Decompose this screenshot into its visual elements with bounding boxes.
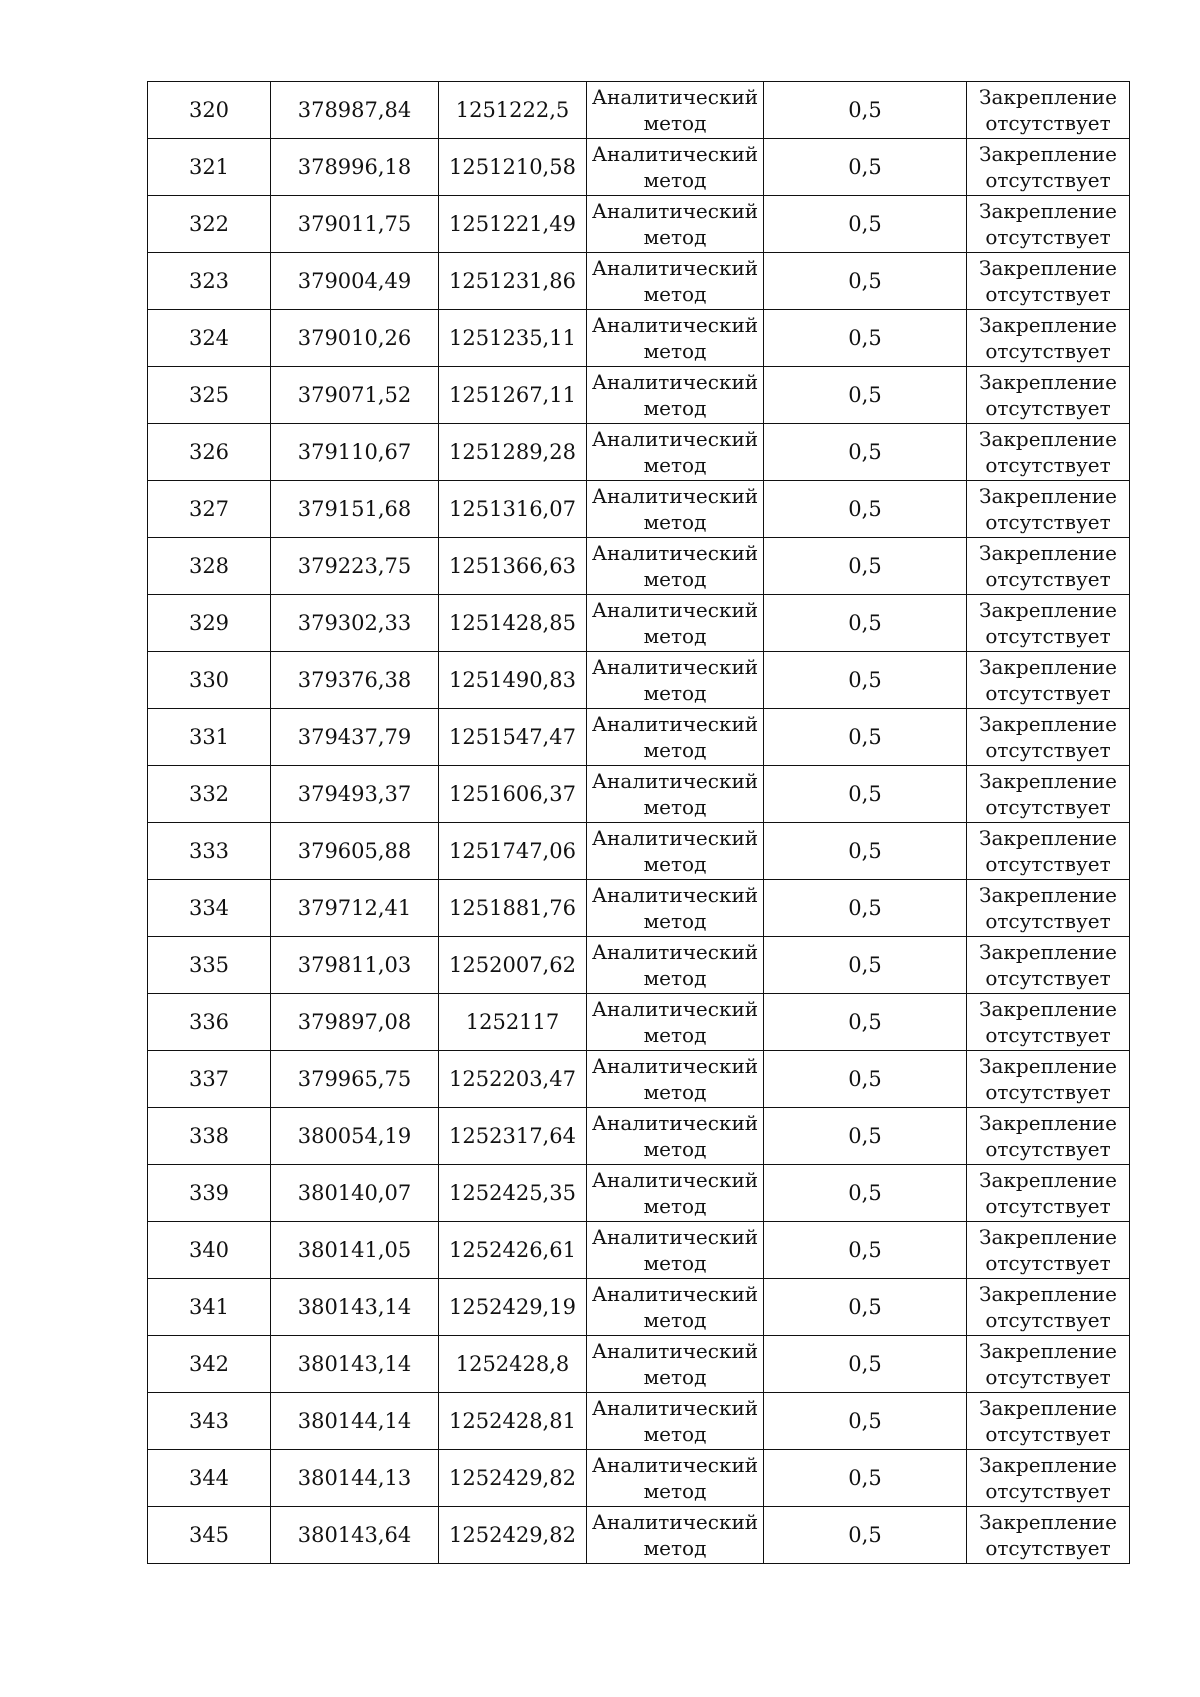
method-cell-line-2: метод <box>643 1080 707 1104</box>
fixation-cell-line-1: Закрепление <box>979 883 1117 907</box>
point-number-cell: 327 <box>148 481 271 538</box>
fixation-cell <box>967 139 1130 196</box>
x-coordinate-cell: 379004,49 <box>271 253 439 310</box>
table-row <box>148 1222 1130 1279</box>
fixation-cell-line-2: отсутствует <box>985 1422 1111 1446</box>
fixation-cell-line-2: отсутствует <box>985 396 1111 420</box>
method-cell-line-1: Аналитический <box>591 940 759 964</box>
table-row <box>148 1165 1130 1222</box>
y-coordinate-cell: 1251747,06 <box>439 823 587 880</box>
method-cell-line-2: метод <box>643 966 707 990</box>
fixation-cell-line-1: Закрепление <box>979 484 1117 508</box>
point-number-cell: 336 <box>148 994 271 1051</box>
y-coordinate-cell: 1252429,82 <box>439 1507 587 1564</box>
method-cell-line-1: Аналитический <box>591 541 759 565</box>
fixation-cell <box>967 1450 1130 1507</box>
fixation-cell-line-1: Закрепление <box>979 1225 1117 1249</box>
table-row <box>148 424 1130 481</box>
method-cell-line-1: Аналитический <box>591 1510 759 1534</box>
x-coordinate-cell: 379223,75 <box>271 538 439 595</box>
method-cell-line-2: метод <box>643 681 707 705</box>
x-coordinate-cell: 380144,14 <box>271 1393 439 1450</box>
fixation-cell-line-1: Закрепление <box>979 1282 1117 1306</box>
x-coordinate-cell: 379897,08 <box>271 994 439 1051</box>
table-row <box>148 1051 1130 1108</box>
x-coordinate-cell: 380143,64 <box>271 1507 439 1564</box>
method-cell-line-2: метод <box>643 1308 707 1332</box>
fixation-cell <box>967 196 1130 253</box>
method-cell-line-2: метод <box>643 1137 707 1161</box>
method-cell-line-1: Аналитический <box>591 598 759 622</box>
method-cell-line-1: Аналитический <box>591 712 759 736</box>
method-cell-line-2: метод <box>643 1194 707 1218</box>
point-number-cell: 323 <box>148 253 271 310</box>
x-coordinate-cell: 379811,03 <box>271 937 439 994</box>
x-coordinate-cell: 380140,07 <box>271 1165 439 1222</box>
fixation-cell-line-2: отсутствует <box>985 453 1111 477</box>
fixation-cell <box>967 595 1130 652</box>
table-row <box>148 880 1130 937</box>
method-cell-line-2: метод <box>643 510 707 534</box>
accuracy-cell: 0,5 <box>764 1108 967 1165</box>
fixation-cell-line-1: Закрепление <box>979 1168 1117 1192</box>
table-row <box>148 1507 1130 1564</box>
point-number-cell: 340 <box>148 1222 271 1279</box>
y-coordinate-cell: 1251881,76 <box>439 880 587 937</box>
point-number-cell: 344 <box>148 1450 271 1507</box>
method-cell <box>587 1222 764 1279</box>
accuracy-cell: 0,5 <box>764 1051 967 1108</box>
method-cell-line-1: Аналитический <box>591 484 759 508</box>
x-coordinate-cell: 380141,05 <box>271 1222 439 1279</box>
fixation-cell-line-2: отсутствует <box>985 282 1111 306</box>
method-cell-line-1: Аналитический <box>591 883 759 907</box>
fixation-cell-line-2: отсутствует <box>985 909 1111 933</box>
fixation-cell-line-2: отсутствует <box>985 510 1111 534</box>
table-row <box>148 481 1130 538</box>
fixation-cell-line-1: Закрепление <box>979 85 1117 109</box>
fixation-cell-line-1: Закрепление <box>979 940 1117 964</box>
fixation-cell <box>967 1279 1130 1336</box>
fixation-cell-line-1: Закрепление <box>979 712 1117 736</box>
point-number-cell: 343 <box>148 1393 271 1450</box>
x-coordinate-cell: 379605,88 <box>271 823 439 880</box>
fixation-cell <box>967 652 1130 709</box>
point-number-cell: 332 <box>148 766 271 823</box>
table-row <box>148 196 1130 253</box>
accuracy-cell: 0,5 <box>764 994 967 1051</box>
fixation-cell-line-1: Закрепление <box>979 142 1117 166</box>
fixation-cell <box>967 823 1130 880</box>
x-coordinate-cell: 379712,41 <box>271 880 439 937</box>
accuracy-cell: 0,5 <box>764 481 967 538</box>
accuracy-cell: 0,5 <box>764 1222 967 1279</box>
y-coordinate-cell: 1251606,37 <box>439 766 587 823</box>
y-coordinate-cell: 1251547,47 <box>439 709 587 766</box>
fixation-cell-line-2: отсутствует <box>985 567 1111 591</box>
point-number-cell: 322 <box>148 196 271 253</box>
x-coordinate-cell: 379011,75 <box>271 196 439 253</box>
y-coordinate-cell: 1251366,63 <box>439 538 587 595</box>
method-cell <box>587 880 764 937</box>
fixation-cell <box>967 994 1130 1051</box>
y-coordinate-cell: 1251289,28 <box>439 424 587 481</box>
method-cell <box>587 1450 764 1507</box>
accuracy-cell: 0,5 <box>764 937 967 994</box>
fixation-cell <box>967 1108 1130 1165</box>
method-cell-line-2: метод <box>643 111 707 135</box>
method-cell-line-1: Аналитический <box>591 997 759 1021</box>
method-cell-line-2: метод <box>643 1479 707 1503</box>
method-cell-line-1: Аналитический <box>591 256 759 280</box>
accuracy-cell: 0,5 <box>764 880 967 937</box>
point-number-cell: 331 <box>148 709 271 766</box>
fixation-cell <box>967 880 1130 937</box>
accuracy-cell: 0,5 <box>764 709 967 766</box>
fixation-cell-line-2: отсутствует <box>985 681 1111 705</box>
x-coordinate-cell: 379437,79 <box>271 709 439 766</box>
coordinates-table-body <box>148 82 1130 1564</box>
fixation-cell-line-2: отсутствует <box>985 624 1111 648</box>
fixation-cell-line-2: отсутствует <box>985 225 1111 249</box>
y-coordinate-cell: 1251428,85 <box>439 595 587 652</box>
method-cell-line-2: метод <box>643 396 707 420</box>
x-coordinate-cell: 379151,68 <box>271 481 439 538</box>
fixation-cell <box>967 481 1130 538</box>
point-number-cell: 334 <box>148 880 271 937</box>
method-cell <box>587 481 764 538</box>
method-cell-line-2: метод <box>643 1422 707 1446</box>
method-cell-line-2: метод <box>643 567 707 591</box>
y-coordinate-cell: 1252429,82 <box>439 1450 587 1507</box>
method-cell <box>587 1336 764 1393</box>
x-coordinate-cell: 380144,13 <box>271 1450 439 1507</box>
y-coordinate-cell: 1252425,35 <box>439 1165 587 1222</box>
fixation-cell-line-2: отсутствует <box>985 966 1111 990</box>
fixation-cell <box>967 766 1130 823</box>
fixation-cell-line-2: отсутствует <box>985 1479 1111 1503</box>
fixation-cell <box>967 1051 1130 1108</box>
method-cell <box>587 1279 764 1336</box>
method-cell-line-2: метод <box>643 738 707 762</box>
method-cell <box>587 823 764 880</box>
fixation-cell-line-1: Закрепление <box>979 427 1117 451</box>
method-cell-line-1: Аналитический <box>591 85 759 109</box>
method-cell-line-1: Аналитический <box>591 655 759 679</box>
fixation-cell-line-1: Закрепление <box>979 370 1117 394</box>
y-coordinate-cell: 1251222,5 <box>439 82 587 139</box>
method-cell-line-1: Аналитический <box>591 1225 759 1249</box>
method-cell <box>587 652 764 709</box>
table-row <box>148 595 1130 652</box>
fixation-cell-line-1: Закрепление <box>979 1054 1117 1078</box>
accuracy-cell: 0,5 <box>764 424 967 481</box>
method-cell-line-2: метод <box>643 225 707 249</box>
method-cell-line-1: Аналитический <box>591 1339 759 1363</box>
accuracy-cell: 0,5 <box>764 538 967 595</box>
method-cell-line-2: метод <box>643 795 707 819</box>
accuracy-cell: 0,5 <box>764 766 967 823</box>
method-cell-line-2: метод <box>643 1251 707 1275</box>
fixation-cell-line-2: отсутствует <box>985 1194 1111 1218</box>
accuracy-cell: 0,5 <box>764 367 967 424</box>
table-row <box>148 994 1130 1051</box>
fixation-cell <box>967 1222 1130 1279</box>
fixation-cell-line-2: отсутствует <box>985 1080 1111 1104</box>
y-coordinate-cell: 1252203,47 <box>439 1051 587 1108</box>
table-row <box>148 766 1130 823</box>
accuracy-cell: 0,5 <box>764 1279 967 1336</box>
table-row <box>148 937 1130 994</box>
accuracy-cell: 0,5 <box>764 1393 967 1450</box>
method-cell-line-1: Аналитический <box>591 1396 759 1420</box>
fixation-cell-line-1: Закрепление <box>979 826 1117 850</box>
fixation-cell <box>967 709 1130 766</box>
y-coordinate-cell: 1251267,11 <box>439 367 587 424</box>
fixation-cell-line-2: отсутствует <box>985 1023 1111 1047</box>
method-cell-line-1: Аналитический <box>591 826 759 850</box>
method-cell-line-1: Аналитический <box>591 1168 759 1192</box>
fixation-cell <box>967 937 1130 994</box>
fixation-cell-line-2: отсутствует <box>985 795 1111 819</box>
fixation-cell-line-1: Закрепление <box>979 256 1117 280</box>
accuracy-cell: 0,5 <box>764 1336 967 1393</box>
method-cell-line-2: метод <box>643 909 707 933</box>
y-coordinate-cell: 1252428,81 <box>439 1393 587 1450</box>
fixation-cell-line-2: отсутствует <box>985 1137 1111 1161</box>
method-cell <box>587 709 764 766</box>
method-cell-line-1: Аналитический <box>591 427 759 451</box>
method-cell <box>587 1165 764 1222</box>
method-cell-line-2: метод <box>643 339 707 363</box>
point-number-cell: 339 <box>148 1165 271 1222</box>
fixation-cell-line-2: отсутствует <box>985 339 1111 363</box>
fixation-cell <box>967 310 1130 367</box>
method-cell <box>587 994 764 1051</box>
method-cell-line-1: Аналитический <box>591 1282 759 1306</box>
fixation-cell-line-1: Закрепление <box>979 598 1117 622</box>
x-coordinate-cell: 379010,26 <box>271 310 439 367</box>
y-coordinate-cell: 1252428,8 <box>439 1336 587 1393</box>
accuracy-cell: 0,5 <box>764 1450 967 1507</box>
table-row <box>148 538 1130 595</box>
method-cell-line-1: Аналитический <box>591 1054 759 1078</box>
fixation-cell-line-2: отсутствует <box>985 738 1111 762</box>
accuracy-cell: 0,5 <box>764 595 967 652</box>
x-coordinate-cell: 379110,67 <box>271 424 439 481</box>
x-coordinate-cell: 379302,33 <box>271 595 439 652</box>
x-coordinate-cell: 379965,75 <box>271 1051 439 1108</box>
x-coordinate-cell: 379376,38 <box>271 652 439 709</box>
table-row <box>148 823 1130 880</box>
table-row <box>148 1393 1130 1450</box>
y-coordinate-cell: 1252429,19 <box>439 1279 587 1336</box>
table-row <box>148 652 1130 709</box>
point-number-cell: 325 <box>148 367 271 424</box>
fixation-cell-line-1: Закрепление <box>979 997 1117 1021</box>
fixation-cell <box>967 1507 1130 1564</box>
x-coordinate-cell: 379071,52 <box>271 367 439 424</box>
table-row <box>148 139 1130 196</box>
point-number-cell: 345 <box>148 1507 271 1564</box>
y-coordinate-cell: 1251490,83 <box>439 652 587 709</box>
method-cell-line-1: Аналитический <box>591 313 759 337</box>
method-cell <box>587 82 764 139</box>
x-coordinate-cell: 380143,14 <box>271 1336 439 1393</box>
accuracy-cell: 0,5 <box>764 310 967 367</box>
x-coordinate-cell: 378996,18 <box>271 139 439 196</box>
accuracy-cell: 0,5 <box>764 196 967 253</box>
x-coordinate-cell: 379493,37 <box>271 766 439 823</box>
method-cell <box>587 538 764 595</box>
method-cell-line-1: Аналитический <box>591 199 759 223</box>
y-coordinate-cell: 1251235,11 <box>439 310 587 367</box>
point-number-cell: 326 <box>148 424 271 481</box>
fixation-cell-line-2: отсутствует <box>985 1536 1111 1560</box>
table-row <box>148 1450 1130 1507</box>
accuracy-cell: 0,5 <box>764 652 967 709</box>
point-number-cell: 321 <box>148 139 271 196</box>
fixation-cell <box>967 538 1130 595</box>
method-cell <box>587 310 764 367</box>
fixation-cell-line-1: Закрепление <box>979 541 1117 565</box>
fixation-cell-line-1: Закрепление <box>979 1510 1117 1534</box>
table-row <box>148 709 1130 766</box>
method-cell-line-1: Аналитический <box>591 769 759 793</box>
method-cell <box>587 1108 764 1165</box>
method-cell <box>587 1051 764 1108</box>
y-coordinate-cell: 1251231,86 <box>439 253 587 310</box>
method-cell <box>587 196 764 253</box>
point-number-cell: 333 <box>148 823 271 880</box>
y-coordinate-cell: 1252317,64 <box>439 1108 587 1165</box>
method-cell-line-2: метод <box>643 282 707 306</box>
method-cell-line-1: Аналитический <box>591 142 759 166</box>
x-coordinate-cell: 380054,19 <box>271 1108 439 1165</box>
fixation-cell <box>967 82 1130 139</box>
accuracy-cell: 0,5 <box>764 823 967 880</box>
accuracy-cell: 0,5 <box>764 253 967 310</box>
y-coordinate-cell: 1252117 <box>439 994 587 1051</box>
point-number-cell: 328 <box>148 538 271 595</box>
fixation-cell-line-2: отсутствует <box>985 1308 1111 1332</box>
method-cell <box>587 595 764 652</box>
method-cell-line-1: Аналитический <box>591 1111 759 1135</box>
method-cell <box>587 139 764 196</box>
fixation-cell-line-1: Закрепление <box>979 1339 1117 1363</box>
accuracy-cell: 0,5 <box>764 1507 967 1564</box>
method-cell-line-2: метод <box>643 852 707 876</box>
fixation-cell-line-2: отсутствует <box>985 111 1111 135</box>
point-number-cell: 320 <box>148 82 271 139</box>
fixation-cell <box>967 253 1130 310</box>
y-coordinate-cell: 1251210,58 <box>439 139 587 196</box>
point-number-cell: 338 <box>148 1108 271 1165</box>
method-cell-line-1: Аналитический <box>591 1453 759 1477</box>
method-cell-line-2: метод <box>643 1365 707 1389</box>
point-number-cell: 337 <box>148 1051 271 1108</box>
accuracy-cell: 0,5 <box>764 139 967 196</box>
y-coordinate-cell: 1252007,62 <box>439 937 587 994</box>
method-cell <box>587 424 764 481</box>
method-cell <box>587 1393 764 1450</box>
method-cell-line-2: метод <box>643 1536 707 1560</box>
y-coordinate-cell: 1251221,49 <box>439 196 587 253</box>
method-cell <box>587 1507 764 1564</box>
fixation-cell-line-2: отсутствует <box>985 1365 1111 1389</box>
method-cell-line-1: Аналитический <box>591 370 759 394</box>
y-coordinate-cell: 1251316,07 <box>439 481 587 538</box>
fixation-cell-line-2: отсутствует <box>985 852 1111 876</box>
fixation-cell-line-2: отсутствует <box>985 1251 1111 1275</box>
fixation-cell <box>967 367 1130 424</box>
method-cell <box>587 367 764 424</box>
table-row <box>148 253 1130 310</box>
accuracy-cell: 0,5 <box>764 82 967 139</box>
y-coordinate-cell: 1252426,61 <box>439 1222 587 1279</box>
fixation-cell <box>967 1336 1130 1393</box>
fixation-cell-line-1: Закрепление <box>979 1111 1117 1135</box>
fixation-cell <box>967 1165 1130 1222</box>
x-coordinate-cell: 380143,14 <box>271 1279 439 1336</box>
fixation-cell <box>967 1393 1130 1450</box>
fixation-cell-line-1: Закрепление <box>979 313 1117 337</box>
table-row <box>148 367 1130 424</box>
table-row <box>148 1279 1130 1336</box>
method-cell <box>587 253 764 310</box>
method-cell-line-2: метод <box>643 624 707 648</box>
method-cell-line-2: метод <box>643 453 707 477</box>
fixation-cell-line-1: Закрепление <box>979 1396 1117 1420</box>
fixation-cell-line-1: Закрепление <box>979 655 1117 679</box>
coordinates-table <box>147 81 1130 1564</box>
fixation-cell-line-1: Закрепление <box>979 1453 1117 1477</box>
method-cell-line-2: метод <box>643 1023 707 1047</box>
fixation-cell-line-1: Закрепление <box>979 199 1117 223</box>
table-row <box>148 82 1130 139</box>
table-row <box>148 1336 1130 1393</box>
method-cell <box>587 766 764 823</box>
point-number-cell: 342 <box>148 1336 271 1393</box>
table-row <box>148 1108 1130 1165</box>
point-number-cell: 324 <box>148 310 271 367</box>
fixation-cell-line-2: отсутствует <box>985 168 1111 192</box>
point-number-cell: 330 <box>148 652 271 709</box>
point-number-cell: 341 <box>148 1279 271 1336</box>
method-cell <box>587 937 764 994</box>
accuracy-cell: 0,5 <box>764 1165 967 1222</box>
point-number-cell: 335 <box>148 937 271 994</box>
method-cell-line-2: метод <box>643 168 707 192</box>
point-number-cell: 329 <box>148 595 271 652</box>
fixation-cell <box>967 424 1130 481</box>
x-coordinate-cell: 378987,84 <box>271 82 439 139</box>
fixation-cell-line-1: Закрепление <box>979 769 1117 793</box>
table-row <box>148 310 1130 367</box>
